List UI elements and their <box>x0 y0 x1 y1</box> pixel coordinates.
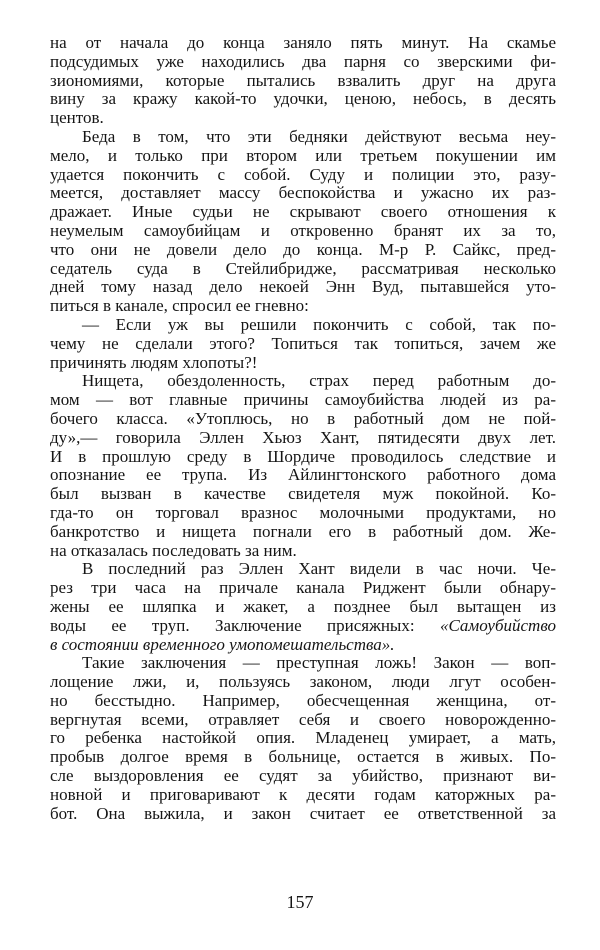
text-segment: седатель суда в Стейлибридже, рассматривая несколько <box>50 258 556 278</box>
text-line <box>50 184 556 203</box>
text-segment: подсудимых уже находились два парня со зверскими фи- <box>50 51 556 71</box>
text-segment: чему не сделали этого? Топиться так топиться, зачем же <box>50 333 556 353</box>
text-segment: Такие заключения — преступная ложь! Закон — воп- <box>82 653 556 673</box>
text-segment: воды ее труп. Заключение присяжных: <box>50 615 440 635</box>
text-line <box>50 448 556 467</box>
text-segment: опознание ее трупа. Из Айлингтонского работного дома <box>50 465 556 485</box>
text-line <box>50 767 556 786</box>
text-line <box>50 372 556 391</box>
text-line <box>50 391 556 410</box>
text-line <box>50 786 556 805</box>
text-line <box>50 128 556 147</box>
text-segment: ду»,— говорила Эллен Хьюз Хант, пятидесяти двух лет. <box>50 427 556 447</box>
text-segment: банкротство и нищета погнали его в работный дом. Же- <box>50 521 556 541</box>
text-segment: мом — вот главные причины самоубийства людей из ра- <box>50 390 556 410</box>
text-line <box>50 748 556 767</box>
text-line <box>50 335 556 354</box>
text-segment: лощение лжи, и, пользуясь законом, люди лгут особен- <box>50 672 556 692</box>
text-segment: что они не довели дело до конца. М-р Р. Сайкс, пред- <box>50 239 556 259</box>
text-line <box>50 410 556 429</box>
text-segment: центов. <box>50 108 104 128</box>
text-line <box>50 466 556 485</box>
text-line <box>50 542 556 561</box>
text-segment: на от начала до конца заняло пять минут. На скамье <box>50 33 556 52</box>
text-segment: В последний раз Эллен Хант видели в час ночи. Че- <box>82 559 556 579</box>
text-line <box>50 354 556 373</box>
paragraph <box>50 34 556 128</box>
text-line <box>50 560 556 579</box>
text-line <box>50 598 556 617</box>
italic-text-segment: в состоянии временного умопомешательства». <box>50 634 395 654</box>
italic-text-segment: «Самоубийство <box>439 615 556 635</box>
text-segment: питься в канале, спросил ее гневно: <box>50 296 309 316</box>
text-segment: Беда в том, что эти бедняки действуют весьма неу- <box>82 126 556 146</box>
text-line <box>50 241 556 260</box>
text-line <box>50 90 556 109</box>
text-line <box>50 34 556 53</box>
text-line <box>50 203 556 222</box>
text-line <box>50 53 556 72</box>
text-segment: причинять людям хлопоты?! <box>50 352 258 372</box>
text-segment: вину за кражу какой-то удочки, ценою, небось, в десять <box>50 89 556 109</box>
text-line <box>50 636 556 655</box>
text-segment: бот. Она выжила, и закон считает ее ответственной за <box>50 803 556 823</box>
text-line <box>50 523 556 542</box>
text-segment: на отказалась последовать за ним. <box>50 540 297 560</box>
text-line <box>50 166 556 185</box>
text-segment: был вызван в качестве свидетеля муж покойной. Ко- <box>50 484 556 504</box>
text-segment: дней тому назад дело некоей Энн Вуд, пытавшейся уто- <box>50 277 556 297</box>
text-segment: но бесстыдно. Например, обесчещенная женщина, от- <box>50 690 556 710</box>
text-line <box>50 579 556 598</box>
text-segment: сле выздоровления ее судят за убийство, признают ви- <box>50 766 556 786</box>
text-line <box>50 504 556 523</box>
text-line <box>50 617 556 636</box>
text-line <box>50 673 556 692</box>
text-segment: зиономиями, которые пытались взвалить друг на друга <box>50 70 556 90</box>
book-page-text <box>50 34 556 823</box>
text-segment: меется, доставляет массу беспокойства и ужасно их раз- <box>50 183 556 203</box>
text-segment: неумелым самоубийцам и откровенно бранят их за то, <box>50 220 556 240</box>
text-line <box>50 429 556 448</box>
text-line <box>50 222 556 241</box>
paragraph <box>50 316 556 372</box>
text-line <box>50 278 556 297</box>
text-line <box>50 805 556 824</box>
text-segment: — Если уж вы решили покончить с собой, так по- <box>82 314 556 334</box>
text-line <box>50 72 556 91</box>
paragraph <box>50 128 556 316</box>
text-segment: дражает. Иные судьи не скрывают своего отношения к <box>50 202 556 222</box>
text-segment: новной и приговаривают к десяти годам каторжных ра- <box>50 784 556 804</box>
paragraph <box>50 560 556 654</box>
text-line <box>50 316 556 335</box>
text-line <box>50 711 556 730</box>
text-line <box>50 729 556 748</box>
text-segment: го ребенка настойкой опия. Младенец умирает, а мать, <box>50 728 556 748</box>
text-segment: вергнутая всеми, отравляет себя и своего новорожденно- <box>50 709 556 729</box>
text-segment: жены ее шляпка и жакет, а позднее был вытащен из <box>50 596 556 616</box>
text-segment: мело, и только при втором или третьем покушении им <box>50 145 556 165</box>
text-segment: удается покончить с собой. Суду и полиции это, разу- <box>50 164 556 184</box>
text-line <box>50 260 556 279</box>
text-line <box>50 485 556 504</box>
text-line <box>50 654 556 673</box>
text-line <box>50 297 556 316</box>
text-segment: пробыв долгое время в больнице, остается в живых. По- <box>50 747 556 767</box>
paragraph <box>50 372 556 560</box>
text-segment: Нищета, обездоленность, страх перед работным до- <box>82 371 556 391</box>
text-segment: гда-то он торговал вразнос молочными продуктами, но <box>50 502 556 522</box>
text-line <box>50 692 556 711</box>
paragraph <box>50 654 556 823</box>
text-line <box>50 109 556 128</box>
text-segment: бочего класса. «Утоплюсь, но в работный дом не пой- <box>50 408 556 428</box>
text-line <box>50 147 556 166</box>
page-number: 157 <box>286 892 314 912</box>
text-segment: рез три часа на причале канала Риджент были обнару- <box>50 578 556 598</box>
text-segment: И в прошлую среду в Шордиче проводилось следствие и <box>50 446 556 466</box>
